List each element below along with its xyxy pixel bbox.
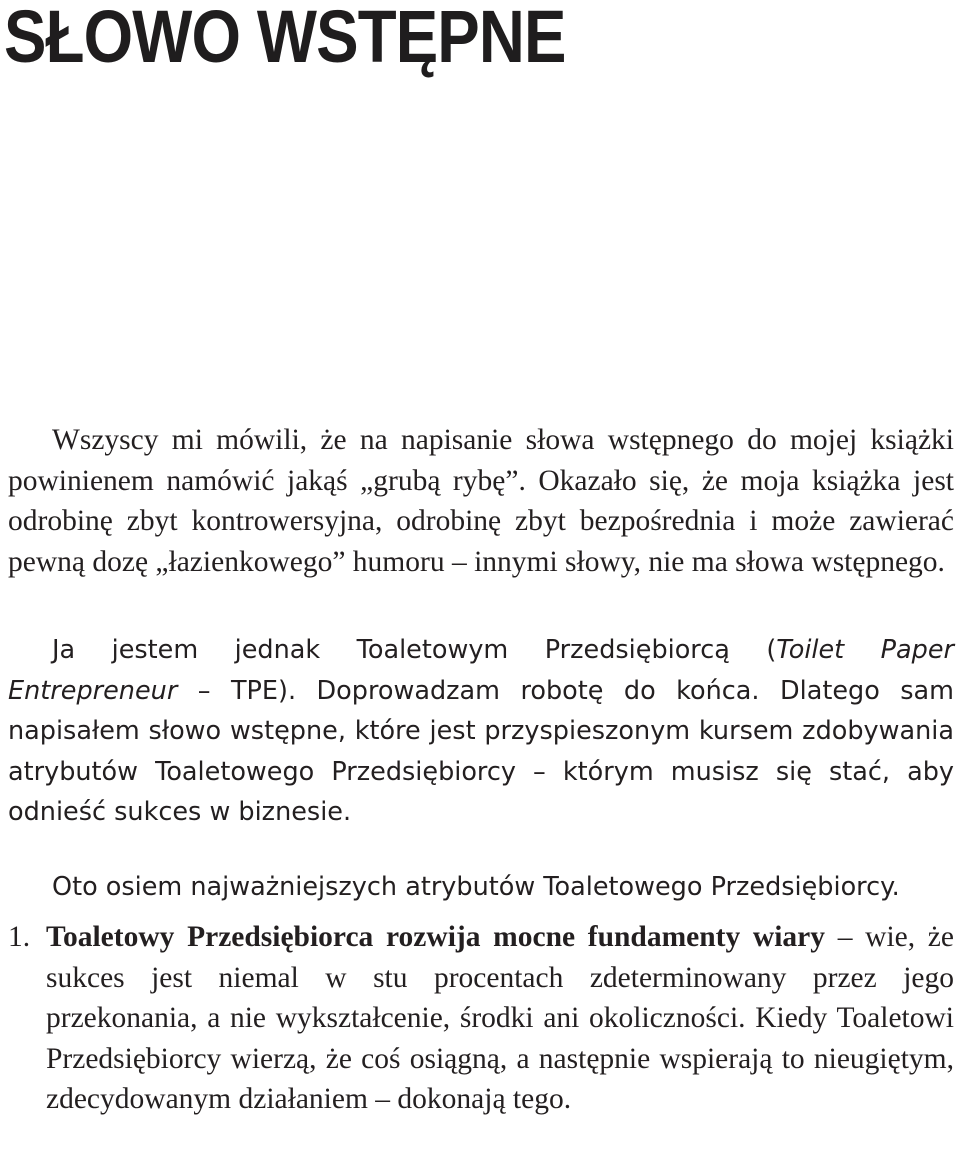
- list-intro-text: Oto osiem najważniejszych atrybutów Toaletowego Przedsiębiorcy.: [52, 872, 900, 902]
- paragraph-text-segment: Ja jestem jednak Toaletowym Przedsiębiorcą (: [52, 635, 777, 665]
- paragraph-intro-foreword: Wszyscy mi mówili, że na napisanie słowa wstępnego do mojej książki powinienem namówić jakąś „grubą rybę”. Okazało się, że moja książka jest odrobinę zbyt kontrowersyjna, odrobinę zbyt bezpośrednia i może zawierać pewną dozę „łazienkowego” humoru – innymi słowy, nie ma słowa wstępnego.: [8, 424, 954, 578]
- paragraph-toilet-paper-entrepreneur: [8, 630, 954, 833]
- list-item-number: 1.: [8, 921, 31, 953]
- italic-term: Toilet Paper Entrepreneur: [8, 635, 955, 706]
- chapter-title: SŁOWO WSTĘPNE: [4, 0, 566, 78]
- list-item-text: [46, 917, 954, 1120]
- list-item-heading: Toaletowy Przedsiębiorca rozwija mocne fundamenty wiary: [46, 921, 826, 953]
- list-item-body: – wie, że sukces jest niemal w stu procentach zdeterminowany przez jego przekonania, a nie wykształcenie, środki ani okoliczności. Kiedy Toaletowi Przedsiębiorcy wierzą, że coś osiągną, a następnie wspierają to nieugiętym, zdecydowanym działaniem – dokonają tego.: [46, 921, 954, 1115]
- paragraph-text-segment: – TPE). Doprowadzam robotę do końca. Dlatego sam napisałem słowo wstępne, które jest przyspieszonym kursem zdobywania atrybutów Toaletowego Przedsiębiorcy – którym musisz się stać, aby odnieść sukces w biznesie.: [8, 675, 954, 827]
